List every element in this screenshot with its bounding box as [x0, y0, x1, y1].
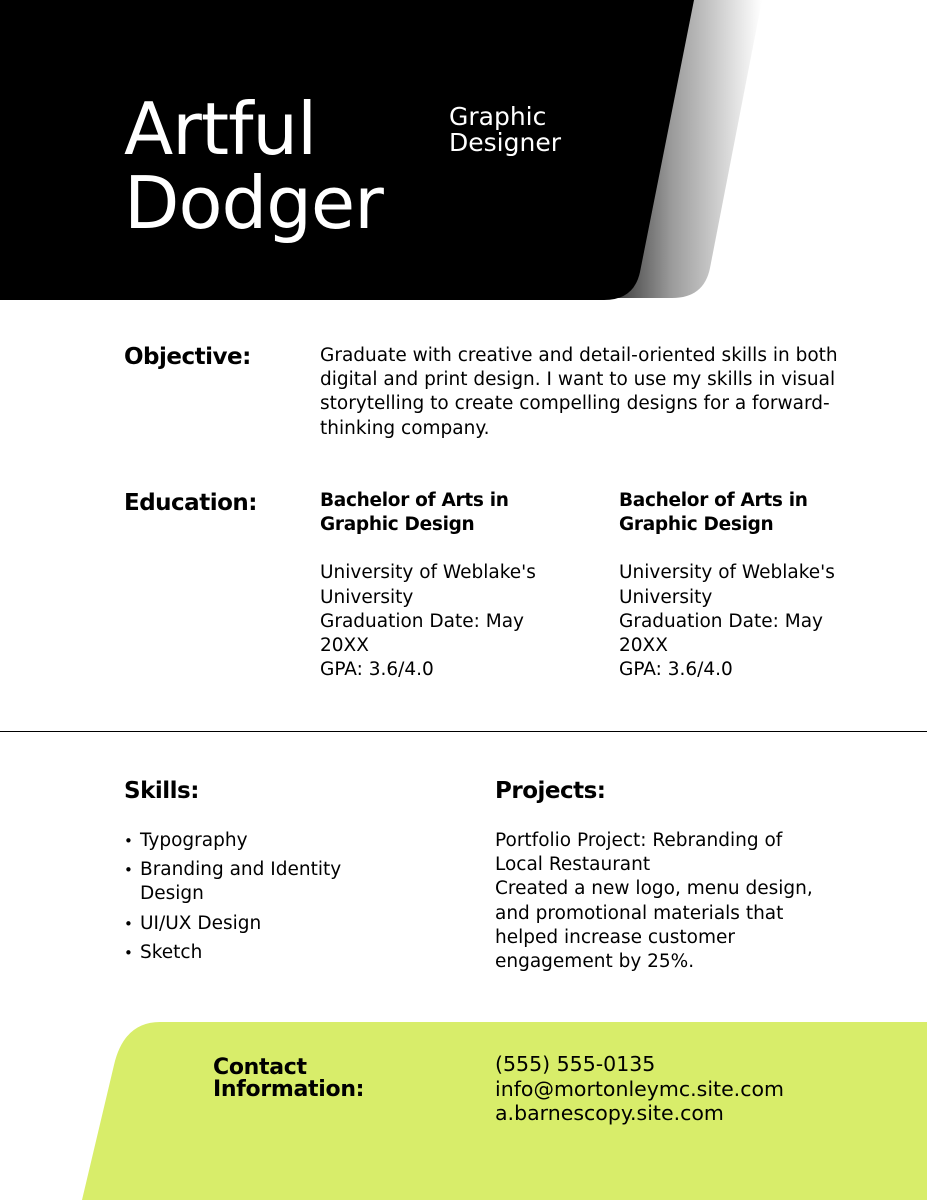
skill-item: • Sketch — [124, 941, 384, 965]
skills-heading: Skills: — [124, 778, 199, 804]
education-university: University of Weblake's University — [320, 562, 536, 608]
candidate-name-line2: Dodger — [124, 161, 383, 245]
contact-details — [495, 1052, 784, 1126]
education-gpa: GPA: 3.6/4.0 — [619, 659, 733, 681]
project-description: Created a new logo, menu design, and promotional materials that helped increase customer engagement by 25%. — [495, 878, 813, 973]
projects-heading: Projects: — [495, 778, 606, 804]
contact-phone: (555) 555-0135 — [495, 1052, 656, 1076]
education-graduation-date: Graduation Date: May 20XX — [320, 610, 524, 657]
contact-heading — [213, 1057, 364, 1101]
education-entry — [619, 489, 899, 682]
project-entry — [495, 829, 835, 974]
candidate-name-line1: Artful — [124, 87, 317, 171]
candidate-name — [124, 87, 383, 245]
section-divider — [0, 731, 927, 732]
project-title: Portfolio Project: Rebranding of Local Restaurant — [495, 830, 783, 876]
education-heading: Education: — [124, 490, 257, 516]
education-degree: Bachelor of Arts in Graphic Design — [320, 490, 509, 536]
contact-email: info@mortonleymc.site.com — [495, 1076, 784, 1101]
education-university: University of Weblake's University — [619, 562, 835, 608]
skill-item: • UI/UX Design — [124, 912, 384, 936]
objective-text: Graduate with creative and detail-oriented skills in both digital and print design. I want to use my skills in visual storytelling to create compelling designs for a forward-thinking company. — [320, 345, 838, 439]
skills-list — [124, 829, 384, 970]
contact-heading-line2: Information: — [213, 1077, 365, 1102]
objective-heading: Objective: — [124, 344, 251, 370]
candidate-role-line2: Designer — [449, 128, 561, 157]
education-gpa: GPA: 3.6/4.0 — [320, 659, 434, 681]
skill-item: • Branding and Identity Design — [124, 858, 384, 906]
candidate-role — [449, 104, 561, 156]
education-degree: Bachelor of Arts in Graphic Design — [619, 490, 808, 536]
contact-website: a.barnescopy.site.com — [495, 1101, 724, 1125]
skill-item: • Typography — [124, 829, 384, 853]
education-graduation-date: Graduation Date: May 20XX — [619, 610, 823, 657]
contact-heading-line1: Contact — [213, 1055, 307, 1080]
candidate-role-line1: Graphic — [449, 102, 547, 131]
education-entry — [320, 489, 590, 682]
